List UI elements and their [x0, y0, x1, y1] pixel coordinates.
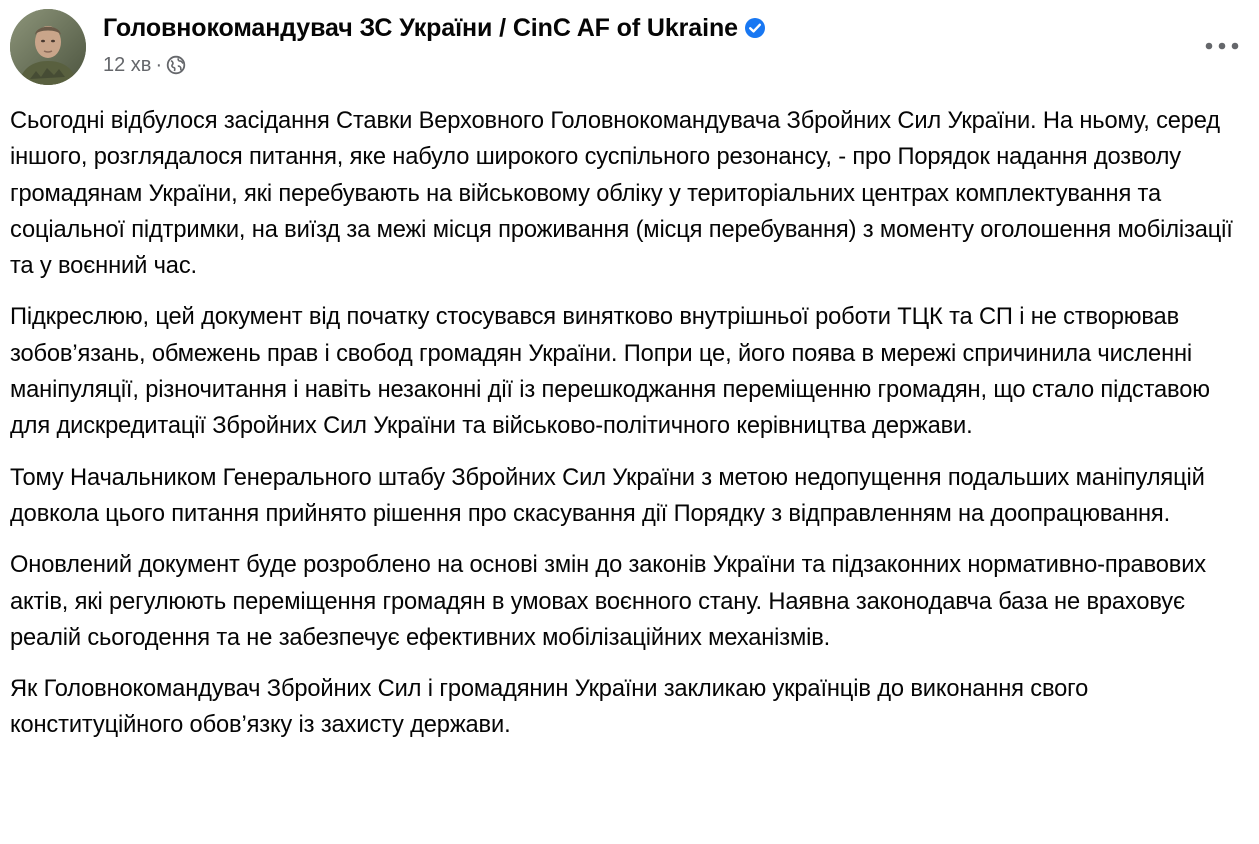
post-paragraph-3: Тому Начальником Генерального штабу Збройних Сил України з метою недопущення подальших маніпуляцій довкола цього питання прийнято рішення про скасування дії Порядку з відправленням на доопрацювання.	[10, 464, 1205, 527]
post-paragraph-1: Сьогодні відбулося засідання Ставки Верховного Головнокомандувача Збройних Сил України. На ньому, серед іншого, розглядалося питання, яке набуло широкого суспільного резонансу, - про Порядок надання дозволу громадянам України, які перебувають на військовому обліку у територіальних центрах комплектування та соціальної підтримки, на виїзд за межі місця проживання (місця перебування) з моменту оголошення мобілізації та у воєнний час.	[10, 108, 1233, 280]
author-avatar[interactable]	[10, 9, 86, 85]
post-paragraph-5: Як Головнокомандувач Збройних Сил і громадянин України закликаю українців до виконання свого конституційного обов’язку із захисту держави.	[10, 676, 1089, 739]
more-horizontal-icon	[1205, 37, 1239, 55]
author-line	[103, 12, 766, 44]
post-meta	[103, 52, 186, 78]
post-text	[10, 103, 1254, 759]
post-header	[0, 0, 1259, 100]
post-timestamp-link[interactable]: 12 хв	[103, 53, 152, 76]
avatar-image	[10, 9, 86, 85]
post-paragraph-4: Оновлений документ буде розроблено на основі змін до законів України та підзаконних нормативно-правових актів, які регулюють переміщення громадян в умовах воєнного стану. Наявна законодавча база не враховує реалій сьогодення та не забезпечує ефективних мобілізаційних механізмів.	[10, 552, 1206, 651]
author-name-link[interactable]: Головнокомандувач ЗС України / CinC AF of Ukraine	[103, 13, 738, 42]
post-paragraph-2: Підкреслюю, цей документ від початку стосувався винятково внутрішньої роботи ТЦК та СП і не створював зобов’язань, обмежень прав і свобод громадян України. Попри це, його поява в мережі спричинила численні маніпуляції, різночитання і навіть незаконні дії із перешкоджання переміщенню громадян, що стало підставою для дискредитації Збройних Сил України та військово-політичного керівництва держави.	[10, 304, 1210, 440]
globe-icon[interactable]	[166, 55, 186, 75]
verified-badge-icon	[744, 17, 766, 39]
more-options-button[interactable]	[1198, 32, 1246, 60]
meta-separator: ·	[155, 53, 163, 76]
